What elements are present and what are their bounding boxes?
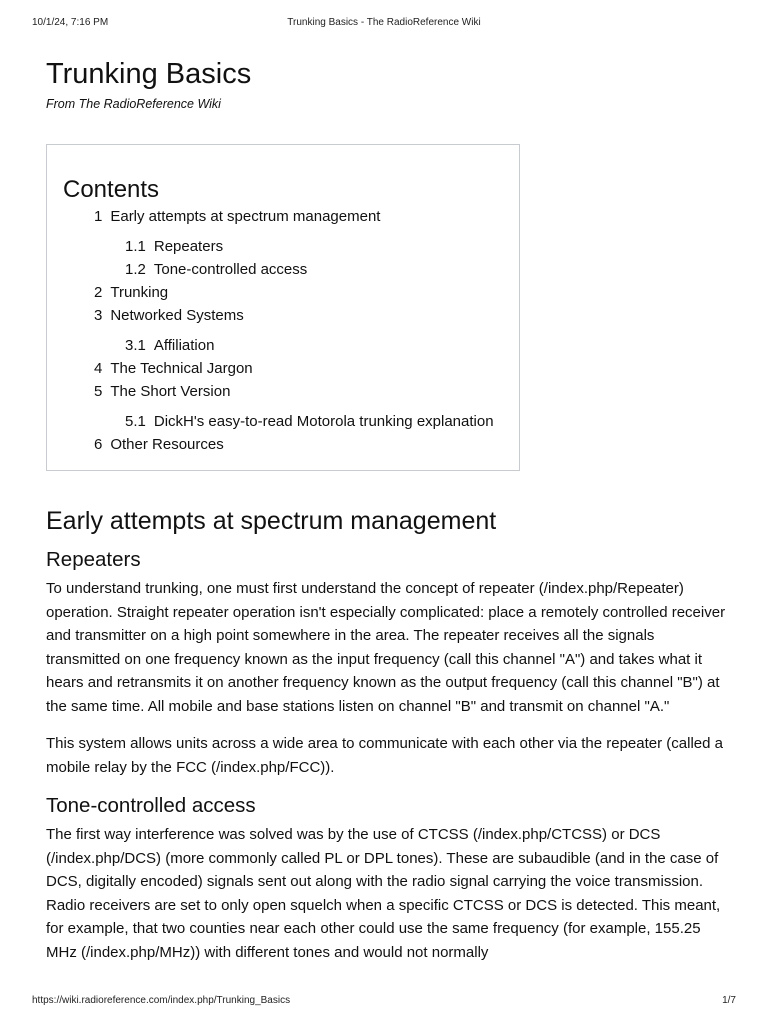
toc-item-repeaters[interactable]: [63, 235, 503, 258]
toc-label: Other Resources: [110, 436, 224, 453]
toc-number: 1.2: [125, 261, 146, 278]
print-header: [32, 17, 736, 31]
article-content: [46, 52, 726, 978]
toc-number: 1: [94, 208, 103, 225]
toc-item-tone-controlled-access[interactable]: [63, 258, 503, 281]
toc-number: 5: [94, 383, 103, 400]
toc-item-dickh-explanation[interactable]: [63, 410, 503, 433]
print-page-title: Trunking Basics - The RadioReference Wiki: [287, 17, 481, 28]
toc-number: 6: [94, 436, 103, 453]
toc-number: 3: [94, 307, 103, 324]
toc-item-technical-jargon[interactable]: [63, 357, 503, 380]
toc-item-trunking[interactable]: [63, 281, 503, 304]
subsection-heading-repeaters: Repeaters: [46, 548, 141, 571]
subsection-heading-tone-controlled-access: Tone-controlled access: [46, 794, 256, 817]
toc-label: The Technical Jargon: [110, 360, 253, 377]
toc-label: Repeaters: [153, 238, 224, 255]
table-of-contents: [46, 144, 520, 471]
repeaters-paragraph-1: To understand trunking, one must first understand the concept of repeater (/index.php/Repeater) operation. Straight repeater operation isn't especially complicated: place a remotely controlled receiver and transmitter on a high point somewhere in the area. The repeater receives all the signals transmitted on one frequency known as the input frequency (call this channel "A") and takes what it hears and retransmits it on another frequency known as the output frequency (call this channel "B") at the same time. All mobile and base stations listen on channel "B" and transmit on channel "A.": [46, 580, 726, 715]
toc-label: Tone-controlled access: [153, 261, 308, 278]
toc-item-other-resources[interactable]: [63, 433, 503, 456]
toc-title: Contents: [63, 176, 160, 203]
toc-number: 1.1: [125, 238, 146, 255]
print-datetime: 10/1/24, 7:16 PM: [32, 17, 109, 28]
toc-number: 5.1: [125, 413, 146, 430]
print-page-number: 1/7: [722, 995, 736, 1006]
toc-label: The Short Version: [110, 383, 231, 400]
toc-label: Early attempts at spectrum management: [110, 208, 381, 225]
toc-label: Affiliation: [153, 337, 215, 354]
toc-label: Trunking: [110, 284, 169, 301]
repeaters-paragraph-2: This system allows units across a wide area to communicate with each other via the repeater (called a mobile relay by the FCC (/index.php/FCC)).: [46, 735, 723, 776]
tone-controlled-paragraph-1: The first way interference was solved was by the use of CTCSS (/index.php/CTCSS) or DCS (/index.php/DCS) (more commonly called PL or DPL tones). These are subaudible (and in the case of DCS, digitally encoded) signals sent out along with the radio signal carrying the voice transmission. Radio receivers are set to only open squelch when a specific CTCSS or DCS is detected. This meant, for example, that two counties near each other could use the same frequency (for example, 155.25 MHz (/index.php/MHz)) with different tones and would not normally: [46, 826, 721, 961]
page-subtitle: From The RadioReference Wiki: [46, 97, 221, 111]
page-title: Trunking Basics: [46, 58, 252, 90]
toc-label: Networked Systems: [110, 307, 244, 324]
print-url: https://wiki.radioreference.com/index.php/Trunking_Basics: [32, 995, 291, 1006]
toc-item-early-attempts[interactable]: [63, 205, 503, 228]
toc-number: 3.1: [125, 337, 146, 354]
toc-item-short-version[interactable]: [63, 380, 503, 403]
section-heading-early-attempts: Early attempts at spectrum management: [46, 507, 497, 535]
toc-item-affiliation[interactable]: [63, 334, 503, 357]
toc-item-networked-systems[interactable]: [63, 304, 503, 327]
toc-label: DickH's easy-to-read Motorola trunking explanation: [153, 413, 494, 430]
toc-list: [63, 205, 503, 456]
toc-number: 4: [94, 360, 103, 377]
print-footer: [32, 995, 736, 1009]
toc-number: 2: [94, 284, 103, 301]
